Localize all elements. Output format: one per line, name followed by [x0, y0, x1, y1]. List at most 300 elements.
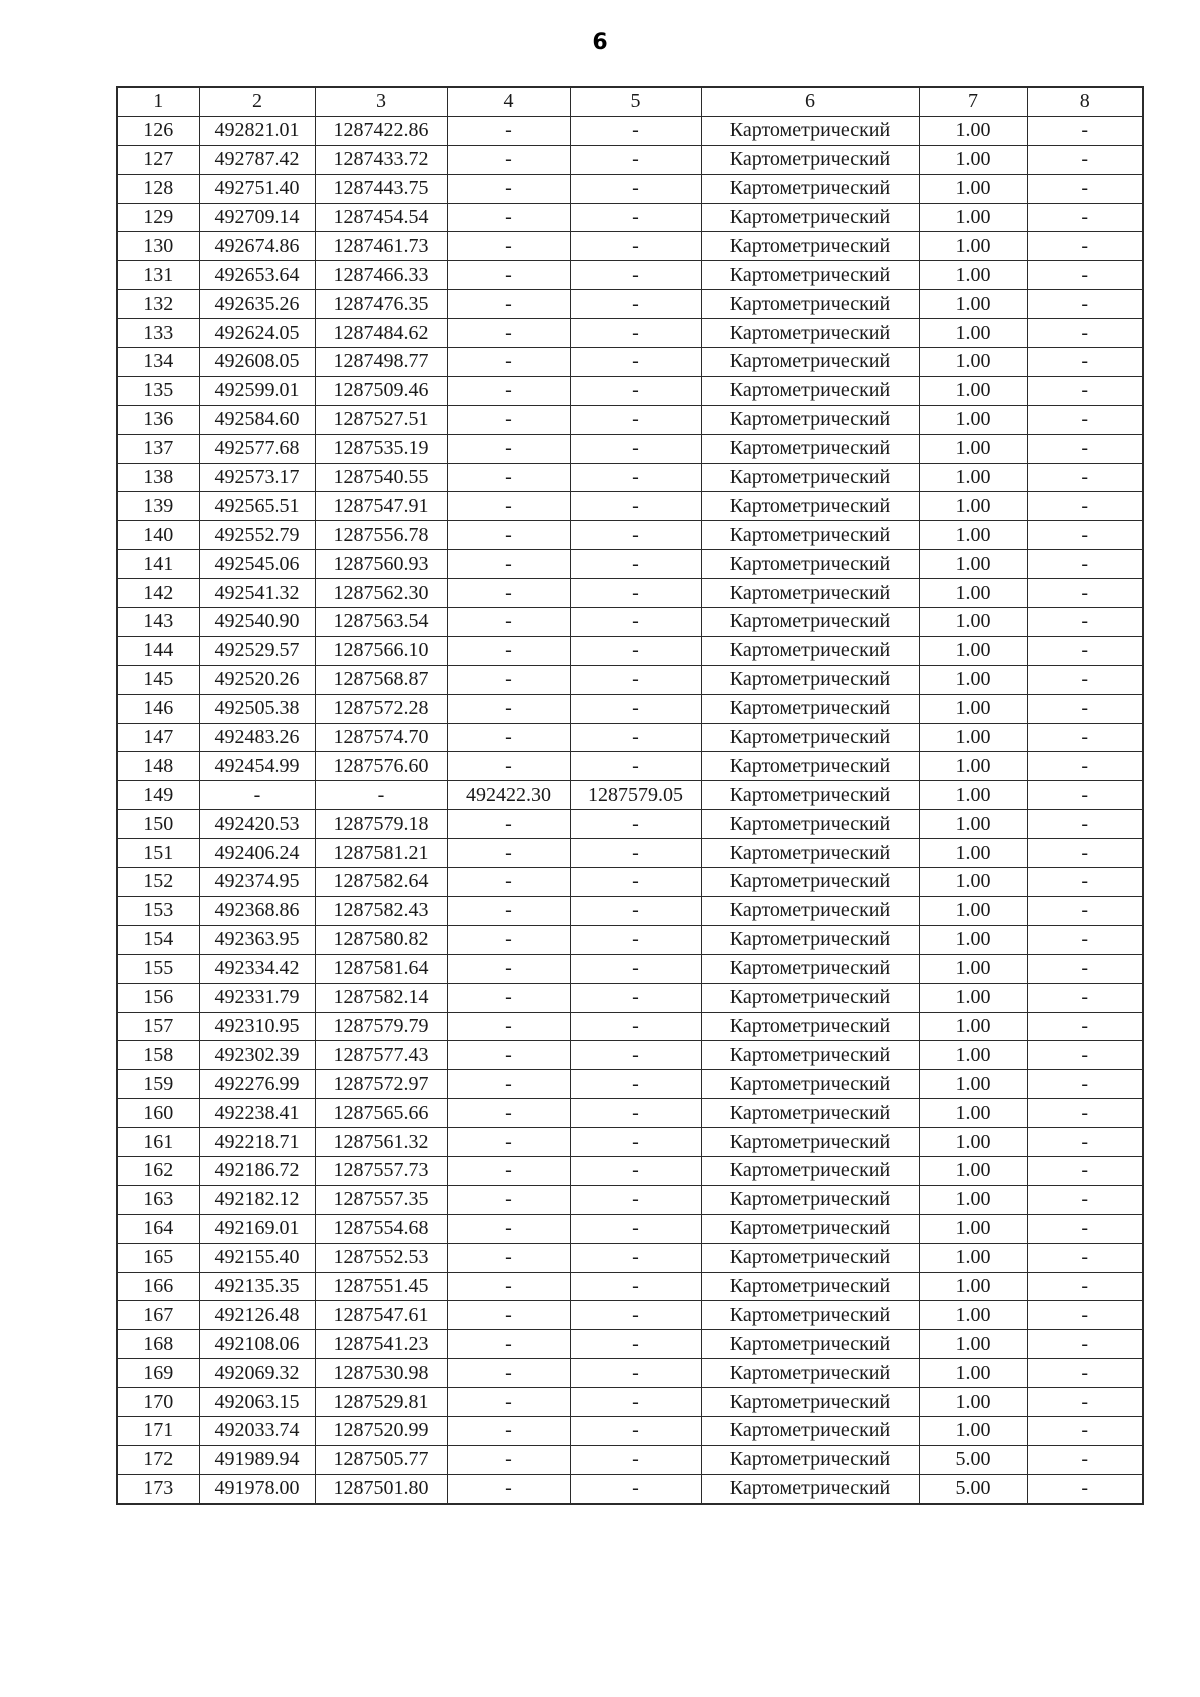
y-alt-cell: - [570, 521, 701, 550]
y-coordinate-cell: 1287509.46 [315, 376, 447, 405]
method-cell: Картометрический [701, 203, 919, 232]
point-number-cell: 158 [117, 1041, 199, 1070]
y-alt-cell: - [570, 1099, 701, 1128]
x-coordinate-cell: 492635.26 [199, 290, 315, 319]
description-cell: - [1027, 723, 1143, 752]
accuracy-cell: 1.00 [919, 376, 1027, 405]
table-row [117, 636, 1143, 665]
method-cell: Картометрический [701, 550, 919, 579]
x-coordinate-cell: - [199, 781, 315, 810]
table-row [117, 1099, 1143, 1128]
x-alt-cell: - [447, 1185, 570, 1214]
point-number-cell: 133 [117, 319, 199, 348]
accuracy-cell: 1.00 [919, 579, 1027, 608]
table-row [117, 723, 1143, 752]
method-cell: Картометрический [701, 608, 919, 637]
accuracy-cell: 1.00 [919, 1301, 1027, 1330]
y-coordinate-cell: 1287579.79 [315, 1012, 447, 1041]
point-number-cell: 144 [117, 636, 199, 665]
y-alt-cell: - [570, 319, 701, 348]
accuracy-cell: 1.00 [919, 839, 1027, 868]
accuracy-cell: 1.00 [919, 116, 1027, 145]
x-coordinate-cell: 492577.68 [199, 434, 315, 463]
point-number-cell: 142 [117, 579, 199, 608]
description-cell: - [1027, 1330, 1143, 1359]
table-row [117, 665, 1143, 694]
method-cell: Картометрический [701, 1185, 919, 1214]
description-cell: - [1027, 1070, 1143, 1099]
y-coordinate-cell: 1287541.23 [315, 1330, 447, 1359]
x-alt-cell: - [447, 319, 570, 348]
method-cell: Картометрический [701, 839, 919, 868]
point-number-cell: 130 [117, 232, 199, 261]
point-number-cell: 127 [117, 145, 199, 174]
point-number-cell: 172 [117, 1445, 199, 1474]
column-header-2: 2 [199, 87, 315, 116]
y-coordinate-cell: 1287581.21 [315, 839, 447, 868]
method-cell: Картометрический [701, 290, 919, 319]
method-cell: Картометрический [701, 723, 919, 752]
x-alt-cell: - [447, 1070, 570, 1099]
description-cell: - [1027, 925, 1143, 954]
method-cell: Картометрический [701, 925, 919, 954]
column-header-6: 6 [701, 87, 919, 116]
point-number-cell: 148 [117, 752, 199, 781]
method-cell: Картометрический [701, 1445, 919, 1474]
point-number-cell: 149 [117, 781, 199, 810]
x-coordinate-cell: 492169.01 [199, 1214, 315, 1243]
y-coordinate-cell: 1287579.18 [315, 810, 447, 839]
table-row [117, 1185, 1143, 1214]
point-number-cell: 162 [117, 1156, 199, 1185]
accuracy-cell: 1.00 [919, 203, 1027, 232]
method-cell: Картометрический [701, 492, 919, 521]
y-coordinate-cell: 1287557.73 [315, 1156, 447, 1185]
y-alt-cell: - [570, 839, 701, 868]
table-row [117, 1214, 1143, 1243]
y-coordinate-cell: 1287505.77 [315, 1445, 447, 1474]
method-cell: Картометрический [701, 145, 919, 174]
y-coordinate-cell: 1287422.86 [315, 116, 447, 145]
y-coordinate-cell: 1287582.64 [315, 868, 447, 897]
method-cell: Картометрический [701, 174, 919, 203]
description-cell: - [1027, 954, 1143, 983]
y-coordinate-cell: - [315, 781, 447, 810]
point-number-cell: 131 [117, 261, 199, 290]
x-alt-cell: - [447, 983, 570, 1012]
point-number-cell: 129 [117, 203, 199, 232]
x-coordinate-cell: 492406.24 [199, 839, 315, 868]
y-alt-cell: - [570, 1156, 701, 1185]
y-coordinate-cell: 1287552.53 [315, 1243, 447, 1272]
method-cell: Картометрический [701, 116, 919, 145]
accuracy-cell: 1.00 [919, 405, 1027, 434]
accuracy-cell: 1.00 [919, 1099, 1027, 1128]
y-coordinate-cell: 1287556.78 [315, 521, 447, 550]
description-cell: - [1027, 1474, 1143, 1503]
y-coordinate-cell: 1287576.60 [315, 752, 447, 781]
description-cell: - [1027, 1301, 1143, 1330]
point-number-cell: 136 [117, 405, 199, 434]
accuracy-cell: 1.00 [919, 1041, 1027, 1070]
y-coordinate-cell: 1287563.54 [315, 608, 447, 637]
x-coordinate-cell: 492302.39 [199, 1041, 315, 1070]
y-coordinate-cell: 1287547.61 [315, 1301, 447, 1330]
page-number: 6 [592, 30, 608, 55]
description-cell: - [1027, 810, 1143, 839]
accuracy-cell: 1.00 [919, 1156, 1027, 1185]
accuracy-cell: 1.00 [919, 1388, 1027, 1417]
x-alt-cell: - [447, 665, 570, 694]
table-row [117, 203, 1143, 232]
x-coordinate-cell: 492674.86 [199, 232, 315, 261]
x-coordinate-cell: 492218.71 [199, 1128, 315, 1157]
y-alt-cell: - [570, 1416, 701, 1445]
table-row [117, 1474, 1143, 1503]
y-alt-cell: - [570, 1474, 701, 1503]
accuracy-cell: 1.00 [919, 261, 1027, 290]
description-cell: - [1027, 1128, 1143, 1157]
y-alt-cell: - [570, 405, 701, 434]
table-row [117, 983, 1143, 1012]
description-cell: - [1027, 174, 1143, 203]
x-coordinate-cell: 492505.38 [199, 694, 315, 723]
x-coordinate-cell: 492182.12 [199, 1185, 315, 1214]
table-row [117, 232, 1143, 261]
x-alt-cell: - [447, 694, 570, 723]
y-coordinate-cell: 1287530.98 [315, 1359, 447, 1388]
y-alt-cell: - [570, 1272, 701, 1301]
method-cell: Картометрический [701, 319, 919, 348]
x-coordinate-cell: 492334.42 [199, 954, 315, 983]
point-number-cell: 156 [117, 983, 199, 1012]
y-alt-cell: - [570, 1243, 701, 1272]
y-coordinate-cell: 1287572.28 [315, 694, 447, 723]
x-alt-cell: - [447, 1445, 570, 1474]
x-coordinate-cell: 492063.15 [199, 1388, 315, 1417]
y-coordinate-cell: 1287561.32 [315, 1128, 447, 1157]
y-alt-cell: - [570, 376, 701, 405]
point-number-cell: 160 [117, 1099, 199, 1128]
point-number-cell: 140 [117, 521, 199, 550]
table-row [117, 954, 1143, 983]
description-cell: - [1027, 1156, 1143, 1185]
y-alt-cell: - [570, 1041, 701, 1070]
x-alt-cell: - [447, 521, 570, 550]
accuracy-cell: 1.00 [919, 1185, 1027, 1214]
y-alt-cell: - [570, 983, 701, 1012]
y-alt-cell: - [570, 174, 701, 203]
point-number-cell: 166 [117, 1272, 199, 1301]
table-row [117, 925, 1143, 954]
description-cell: - [1027, 608, 1143, 637]
table-row [117, 1128, 1143, 1157]
y-alt-cell: - [570, 925, 701, 954]
method-cell: Картометрический [701, 954, 919, 983]
point-number-cell: 146 [117, 694, 199, 723]
point-number-cell: 154 [117, 925, 199, 954]
accuracy-cell: 1.00 [919, 1359, 1027, 1388]
point-number-cell: 135 [117, 376, 199, 405]
table-row [117, 348, 1143, 377]
method-cell: Картометрический [701, 636, 919, 665]
y-alt-cell: - [570, 1330, 701, 1359]
x-alt-cell: - [447, 290, 570, 319]
y-coordinate-cell: 1287565.66 [315, 1099, 447, 1128]
x-alt-cell: - [447, 405, 570, 434]
x-alt-cell: - [447, 868, 570, 897]
table-row [117, 896, 1143, 925]
point-number-cell: 155 [117, 954, 199, 983]
table-row [117, 1330, 1143, 1359]
method-cell: Картометрический [701, 781, 919, 810]
description-cell: - [1027, 116, 1143, 145]
y-alt-cell: - [570, 665, 701, 694]
y-coordinate-cell: 1287580.82 [315, 925, 447, 954]
y-alt-cell: - [570, 290, 701, 319]
point-number-cell: 157 [117, 1012, 199, 1041]
point-number-cell: 147 [117, 723, 199, 752]
accuracy-cell: 1.00 [919, 925, 1027, 954]
x-coordinate-cell: 492276.99 [199, 1070, 315, 1099]
description-cell: - [1027, 232, 1143, 261]
table-row [117, 116, 1143, 145]
y-alt-cell: - [570, 463, 701, 492]
x-alt-cell: - [447, 1330, 570, 1359]
point-number-cell: 145 [117, 665, 199, 694]
column-header-4: 4 [447, 87, 570, 116]
x-alt-cell: - [447, 261, 570, 290]
y-coordinate-cell: 1287566.10 [315, 636, 447, 665]
accuracy-cell: 5.00 [919, 1474, 1027, 1503]
point-number-cell: 163 [117, 1185, 199, 1214]
y-coordinate-cell: 1287560.93 [315, 550, 447, 579]
x-coordinate-cell: 492238.41 [199, 1099, 315, 1128]
method-cell: Картометрический [701, 261, 919, 290]
description-cell: - [1027, 348, 1143, 377]
point-number-cell: 128 [117, 174, 199, 203]
point-number-cell: 170 [117, 1388, 199, 1417]
point-number-cell: 152 [117, 868, 199, 897]
y-coordinate-cell: 1287527.51 [315, 405, 447, 434]
x-coordinate-cell: 491989.94 [199, 1445, 315, 1474]
table-row [117, 376, 1143, 405]
y-coordinate-cell: 1287574.70 [315, 723, 447, 752]
table-row [117, 145, 1143, 174]
x-coordinate-cell: 492709.14 [199, 203, 315, 232]
description-cell: - [1027, 290, 1143, 319]
y-alt-cell: - [570, 203, 701, 232]
table-row [117, 608, 1143, 637]
x-coordinate-cell: 492033.74 [199, 1416, 315, 1445]
x-coordinate-cell: 492483.26 [199, 723, 315, 752]
accuracy-cell: 1.00 [919, 348, 1027, 377]
accuracy-cell: 5.00 [919, 1445, 1027, 1474]
y-alt-cell: - [570, 636, 701, 665]
accuracy-cell: 1.00 [919, 723, 1027, 752]
x-coordinate-cell: 492135.35 [199, 1272, 315, 1301]
x-coordinate-cell: 492787.42 [199, 145, 315, 174]
accuracy-cell: 1.00 [919, 983, 1027, 1012]
y-coordinate-cell: 1287466.33 [315, 261, 447, 290]
y-alt-cell: - [570, 723, 701, 752]
point-number-cell: 134 [117, 348, 199, 377]
method-cell: Картометрический [701, 463, 919, 492]
x-alt-cell: - [447, 1041, 570, 1070]
column-header-5: 5 [570, 87, 701, 116]
method-cell: Картометрический [701, 1099, 919, 1128]
accuracy-cell: 1.00 [919, 868, 1027, 897]
y-alt-cell: - [570, 1214, 701, 1243]
x-alt-cell: - [447, 232, 570, 261]
x-coordinate-cell: 492520.26 [199, 665, 315, 694]
x-alt-cell: - [447, 1128, 570, 1157]
x-coordinate-cell: 492108.06 [199, 1330, 315, 1359]
accuracy-cell: 1.00 [919, 145, 1027, 174]
table-header-row [117, 87, 1143, 116]
coordinates-table [116, 86, 1144, 1505]
point-number-cell: 165 [117, 1243, 199, 1272]
y-alt-cell: 1287579.05 [570, 781, 701, 810]
y-coordinate-cell: 1287557.35 [315, 1185, 447, 1214]
table-row [117, 1359, 1143, 1388]
method-cell: Картометрический [701, 983, 919, 1012]
x-alt-cell: - [447, 550, 570, 579]
y-alt-cell: - [570, 810, 701, 839]
accuracy-cell: 1.00 [919, 1070, 1027, 1099]
x-coordinate-cell: 492751.40 [199, 174, 315, 203]
y-alt-cell: - [570, 348, 701, 377]
accuracy-cell: 1.00 [919, 1012, 1027, 1041]
method-cell: Картометрический [701, 665, 919, 694]
method-cell: Картометрический [701, 376, 919, 405]
x-coordinate-cell: 492155.40 [199, 1243, 315, 1272]
x-alt-cell: - [447, 1156, 570, 1185]
y-alt-cell: - [570, 232, 701, 261]
table-row [117, 1243, 1143, 1272]
method-cell: Картометрический [701, 896, 919, 925]
x-alt-cell: - [447, 116, 570, 145]
method-cell: Картометрический [701, 232, 919, 261]
y-coordinate-cell: 1287454.54 [315, 203, 447, 232]
y-coordinate-cell: 1287501.80 [315, 1474, 447, 1503]
x-alt-cell: - [447, 203, 570, 232]
x-alt-cell: - [447, 1012, 570, 1041]
y-coordinate-cell: 1287535.19 [315, 434, 447, 463]
table-row [117, 1070, 1143, 1099]
x-alt-cell: - [447, 1416, 570, 1445]
method-cell: Картометрический [701, 1243, 919, 1272]
table-row [117, 1388, 1143, 1417]
point-number-cell: 153 [117, 896, 199, 925]
y-alt-cell: - [570, 954, 701, 983]
point-number-cell: 139 [117, 492, 199, 521]
method-cell: Картометрический [701, 1156, 919, 1185]
x-alt-cell: - [447, 492, 570, 521]
x-coordinate-cell: 492363.95 [199, 925, 315, 954]
x-alt-cell: - [447, 752, 570, 781]
x-alt-cell: - [447, 348, 570, 377]
point-number-cell: 132 [117, 290, 199, 319]
point-number-cell: 126 [117, 116, 199, 145]
accuracy-cell: 1.00 [919, 232, 1027, 261]
y-coordinate-cell: 1287433.72 [315, 145, 447, 174]
x-coordinate-cell: 492529.57 [199, 636, 315, 665]
description-cell: - [1027, 694, 1143, 723]
description-cell: - [1027, 319, 1143, 348]
x-coordinate-cell: 492821.01 [199, 116, 315, 145]
table-row [117, 174, 1143, 203]
table-row [117, 261, 1143, 290]
description-cell: - [1027, 550, 1143, 579]
description-cell: - [1027, 463, 1143, 492]
description-cell: - [1027, 1445, 1143, 1474]
x-coordinate-cell: 492368.86 [199, 896, 315, 925]
method-cell: Картометрический [701, 1301, 919, 1330]
x-alt-cell: 492422.30 [447, 781, 570, 810]
table-row [117, 492, 1143, 521]
x-coordinate-cell: 492552.79 [199, 521, 315, 550]
x-coordinate-cell: 492624.05 [199, 319, 315, 348]
y-alt-cell: - [570, 492, 701, 521]
table-row [117, 752, 1143, 781]
x-coordinate-cell: 492126.48 [199, 1301, 315, 1330]
x-alt-cell: - [447, 1272, 570, 1301]
accuracy-cell: 1.00 [919, 1416, 1027, 1445]
y-coordinate-cell: 1287476.35 [315, 290, 447, 319]
accuracy-cell: 1.00 [919, 636, 1027, 665]
description-cell: - [1027, 752, 1143, 781]
table-row [117, 290, 1143, 319]
x-coordinate-cell: 492069.32 [199, 1359, 315, 1388]
x-alt-cell: - [447, 376, 570, 405]
accuracy-cell: 1.00 [919, 174, 1027, 203]
description-cell: - [1027, 405, 1143, 434]
y-alt-cell: - [570, 579, 701, 608]
description-cell: - [1027, 1185, 1143, 1214]
table-row [117, 1041, 1143, 1070]
method-cell: Картометрический [701, 348, 919, 377]
description-cell: - [1027, 1012, 1143, 1041]
x-coordinate-cell: 492599.01 [199, 376, 315, 405]
point-number-cell: 151 [117, 839, 199, 868]
x-alt-cell: - [447, 174, 570, 203]
accuracy-cell: 1.00 [919, 694, 1027, 723]
y-alt-cell: - [570, 1388, 701, 1417]
x-coordinate-cell: 492310.95 [199, 1012, 315, 1041]
accuracy-cell: 1.00 [919, 521, 1027, 550]
y-coordinate-cell: 1287547.91 [315, 492, 447, 521]
y-coordinate-cell: 1287484.62 [315, 319, 447, 348]
method-cell: Картометрический [701, 1214, 919, 1243]
y-alt-cell: - [570, 868, 701, 897]
accuracy-cell: 1.00 [919, 1272, 1027, 1301]
table-row [117, 1301, 1143, 1330]
description-cell: - [1027, 261, 1143, 290]
y-alt-cell: - [570, 1128, 701, 1157]
description-cell: - [1027, 376, 1143, 405]
y-alt-cell: - [570, 1359, 701, 1388]
description-cell: - [1027, 203, 1143, 232]
table-row [117, 434, 1143, 463]
y-alt-cell: - [570, 896, 701, 925]
x-alt-cell: - [447, 463, 570, 492]
accuracy-cell: 1.00 [919, 1243, 1027, 1272]
x-alt-cell: - [447, 925, 570, 954]
point-number-cell: 143 [117, 608, 199, 637]
description-cell: - [1027, 492, 1143, 521]
table-row [117, 1156, 1143, 1185]
